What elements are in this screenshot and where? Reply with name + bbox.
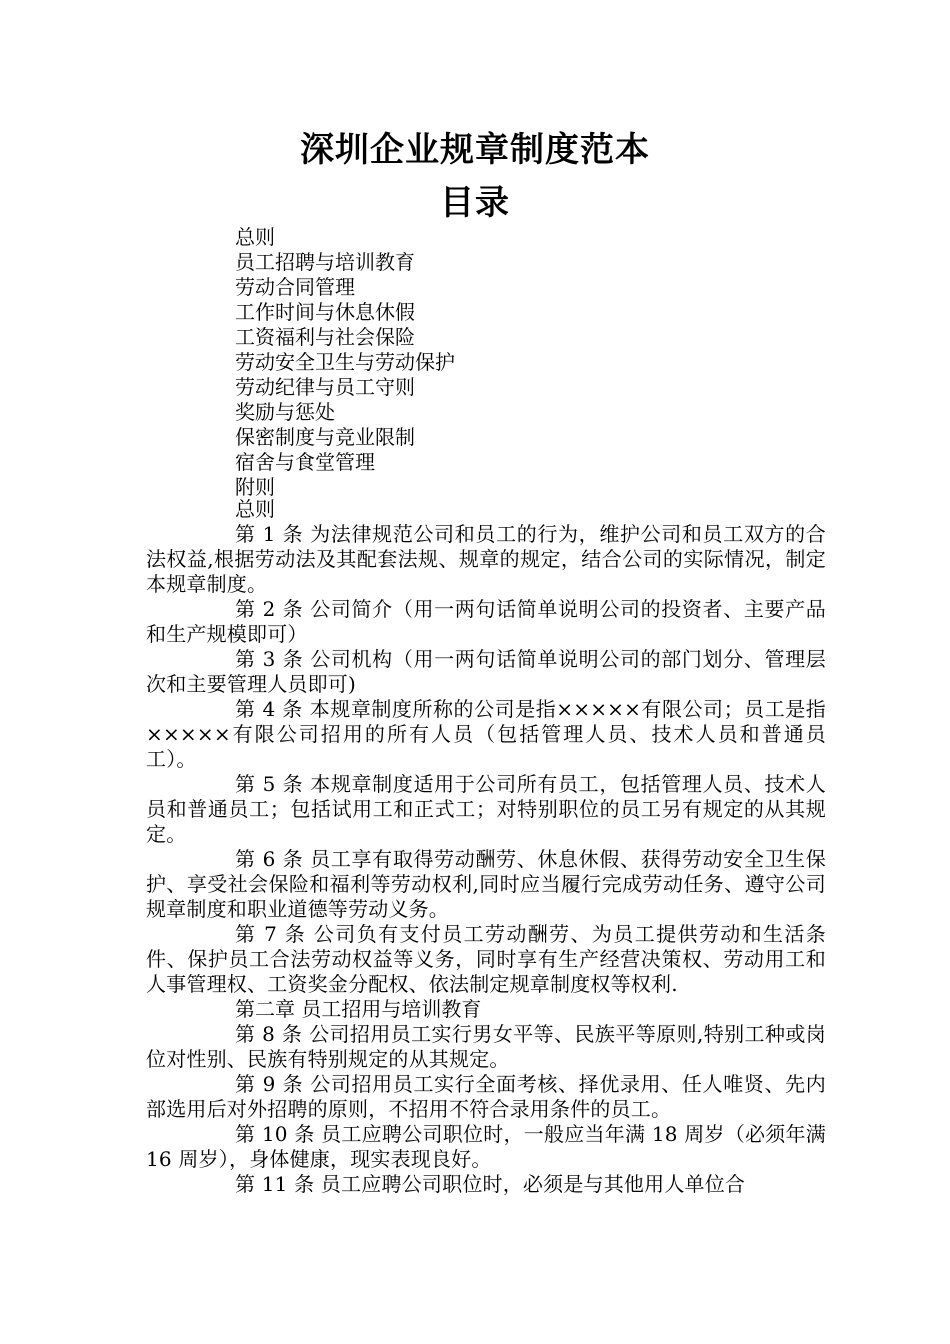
article-paragraph: 第 3 条 公司机构（用一两句话简单说明公司的部门划分、管理层次和主要管理人员即可) bbox=[146, 647, 826, 696]
toc-item: 劳动安全卫生与劳动保护 bbox=[235, 350, 455, 374]
toc-item: 工作时间与休息休假 bbox=[235, 300, 415, 324]
article-paragraph: 第 10 条 员工应聘公司职位时，一般应当年满 18 周岁（必须年满 16 周岁），身体健康，现实表现良好。 bbox=[146, 1122, 826, 1171]
article-paragraph: 第 2 条 公司简介（用一两句话简单说明公司的投资者、主要产品和生产规模即可） bbox=[146, 597, 826, 646]
article-paragraph: 第 6 条 员工享有取得劳动酬劳、休息休假、获得劳动安全卫生保护、享受社会保险和福利等劳动权利,同时应当履行完成劳动任务、遵守公司规章制度和职业道德等劳动义务。 bbox=[146, 847, 826, 921]
table-of-contents bbox=[235, 225, 455, 500]
document-title: 深圳企业规章制度范本 bbox=[300, 130, 650, 170]
toc-item: 工资福利与社会保险 bbox=[235, 325, 415, 349]
article-paragraph: 第 7 条 公司负有支付员工劳动酬劳、为员工提供劳动和生活条件、保护员工合法劳动权益等义务，同时享有生产经营决策权、劳动用工和人事管理权、工资奖金分配权、依法制定规章制度权等权利. bbox=[146, 922, 826, 996]
toc-item: 总则 bbox=[235, 225, 275, 249]
article-paragraph: 第 11 条 员工应聘公司职位时，必须是与其他用人单位合 bbox=[235, 1172, 746, 1196]
article-paragraph: 第 1 条 为法律规范公司和员工的行为，维护公司和员工双方的合法权益,根据劳动法及其配套法规、规章的规定，结合公司的实际情况，制定本规章制度。 bbox=[146, 522, 826, 596]
chapter-heading: 第二章 员工招用与培训教育 bbox=[235, 997, 482, 1021]
section-heading: 总则 bbox=[235, 497, 275, 521]
toc-item: 奖励与惩处 bbox=[235, 400, 335, 424]
toc-item: 附则 bbox=[235, 475, 275, 499]
toc-item: 劳动合同管理 bbox=[235, 275, 355, 299]
article-paragraph: 第 8 条 公司招用员工实行男女平等、民族平等原则,特别工种或岗位对性别、民族有特别规定的从其规定。 bbox=[146, 1022, 826, 1071]
toc-item: 员工招聘与培训教育 bbox=[235, 250, 415, 274]
toc-item: 劳动纪律与员工守则 bbox=[235, 375, 415, 399]
toc-heading: 目录 bbox=[440, 183, 510, 223]
article-paragraph: 第 9 条 公司招用员工实行全面考核、择优录用、任人唯贤、先内部选用后对外招聘的原则，不招用不符合录用条件的员工。 bbox=[146, 1072, 826, 1121]
document-body bbox=[146, 497, 826, 1197]
toc-item: 保密制度与竞业限制 bbox=[235, 425, 415, 449]
article-paragraph: 第 4 条 本规章制度所称的公司是指×××××有限公司；员工是指×××××有限公司招用的所有人员（包括管理人员、技术人员和普通员工）。 bbox=[146, 697, 826, 771]
article-paragraph: 第 5 条 本规章制度适用于公司所有员工，包括管理人员、技术人员和普通员工；包括试用工和正式工；对特别职位的员工另有规定的从其规定。 bbox=[146, 772, 826, 846]
toc-item: 宿舍与食堂管理 bbox=[235, 450, 375, 474]
